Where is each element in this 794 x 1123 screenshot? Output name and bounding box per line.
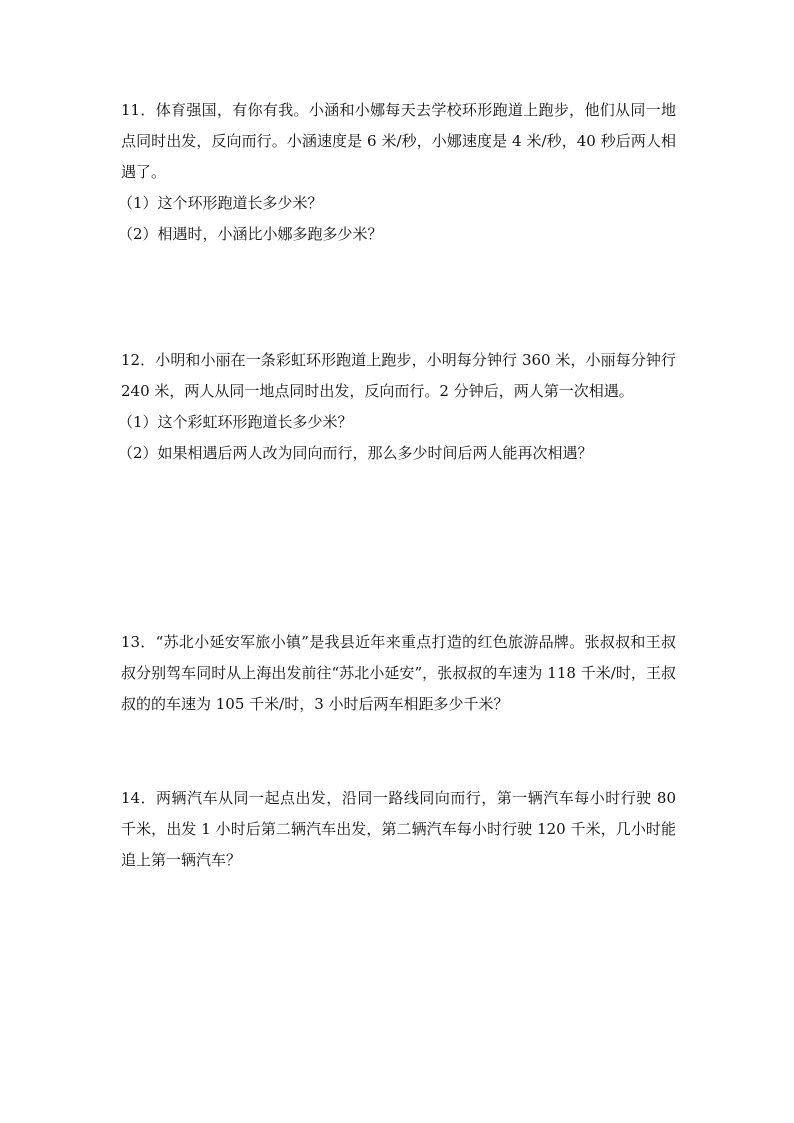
problem-11-question-1: （1）这个环形跑道长多少米？	[118, 194, 323, 212]
problem-14	[121, 783, 676, 876]
problem-11-question-2: （2）相遇时，小涵比小娜多跑多少米？	[118, 225, 383, 243]
problem-13-text: 13．“苏北小延安军旅小镇”是我县近年来重点打造的红色旅游品牌。张叔叔和王叔叔分别驾车同时从上海出发前往“苏北小延安”，张叔叔的车速为 118 千米/时，王叔叔的的车速为 105 千米/时，3 小时后两车相距多少千米？	[121, 633, 676, 713]
problem-11-text: 11．体育强国，有你有我。小涵和小娜每天去学校环形跑道上跑步，他们从同一地点同时出发，反向而行。小涵速度是 6 米/秒，小娜速度是 4 米/秒，40 秒后两人相遇了。	[121, 101, 676, 181]
problem-12-question-2: （2）如果相遇后两人改为同向而行，那么多少时间后两人能再次相遇？	[118, 444, 593, 462]
problem-12-text: 12．小明和小丽在一条彩虹环形跑道上跑步，小明每分钟行 360 米，小丽每分钟行 240 米，两人从同一地点同时出发，反向而行。2 分钟后，两人第一次相遇。	[121, 351, 676, 400]
problem-12-question-1: （1）这个彩虹环形跑道长多少米？	[118, 413, 353, 431]
problem-14-text: 14．两辆汽车从同一起点出发，沿同一路线同向而行，第一辆汽车每小时行驶 80 千米，出发 1 小时后第二辆汽车出发，第二辆汽车每小时行驶 120 千米，几小时能追上第一辆汽车？	[121, 789, 676, 869]
problem-12	[118, 345, 676, 469]
problem-11	[118, 95, 676, 250]
problem-13	[121, 627, 676, 720]
